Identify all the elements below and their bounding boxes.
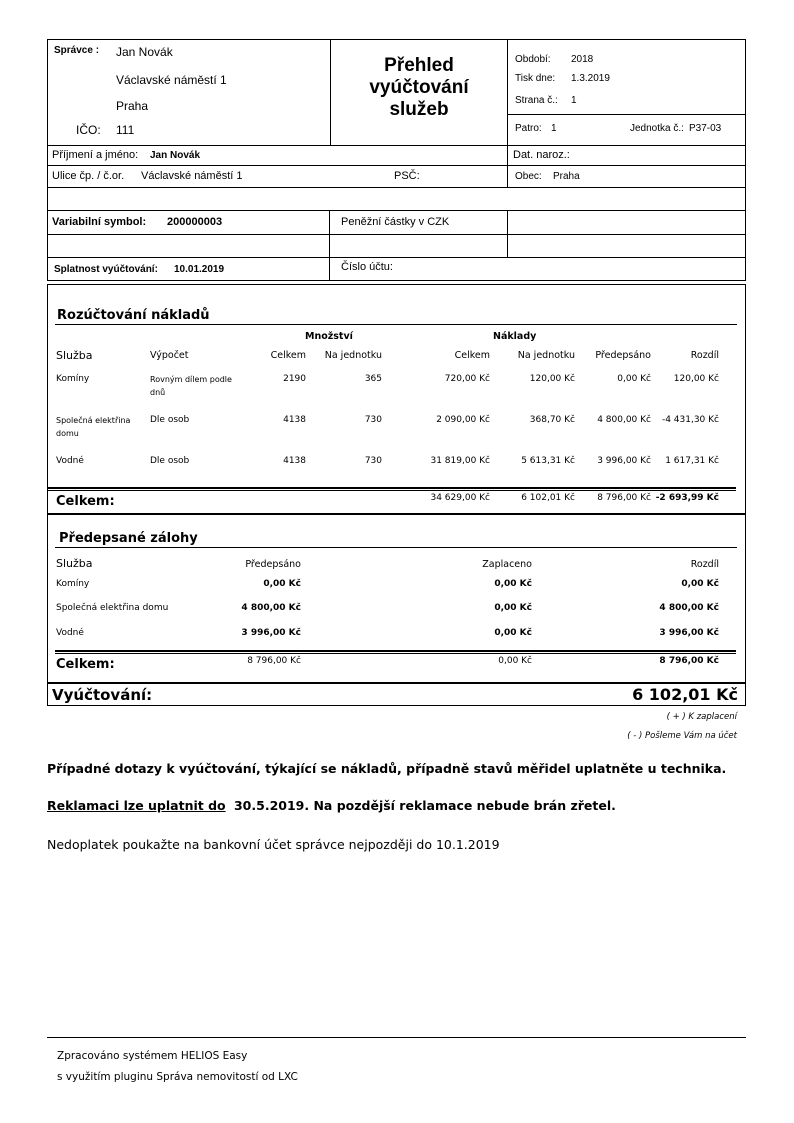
- jednotka-label: Jednotka č.:: [630, 123, 684, 134]
- cell-predepsano: 4 800,00 Kč: [241, 603, 301, 613]
- spravce-name: Jan Novák: [116, 45, 173, 59]
- cell-mn-celkem: 2190: [283, 374, 306, 384]
- street-label: Ulice čp. / č.or.: [52, 170, 125, 182]
- divider: [47, 513, 746, 515]
- title-line: Přehled: [384, 55, 454, 76]
- total-predepsano: 8 796,00 Kč: [597, 493, 651, 503]
- cell-mn-celkem: 4138: [283, 456, 306, 466]
- cell-vypocet: Rovným dílem podle: [150, 375, 232, 384]
- spravce-city: Praha: [116, 99, 149, 113]
- cell-predepsano: 0,00 Kč: [263, 579, 301, 589]
- divider: [55, 547, 737, 548]
- col-predepsano: Předepsáno: [595, 350, 651, 361]
- divider: [507, 114, 746, 115]
- col-rozdil: Rozdíl: [690, 350, 719, 361]
- divider: [47, 187, 746, 188]
- strana-value: 1: [571, 95, 577, 106]
- ucet-label: Číslo účtu:: [341, 261, 393, 273]
- cell-predepsano: 3 996,00 Kč: [241, 628, 301, 638]
- note-nedoplatek: Nedoplatek poukažte na bankovní účet správce nejpozději do 10.1.2019: [47, 837, 500, 852]
- cell-n-celkem: 2 090,00 Kč: [436, 415, 490, 425]
- divider: [47, 165, 746, 166]
- divider: [55, 324, 737, 325]
- divider: [329, 210, 330, 257]
- col-n-celkem: Celkem: [454, 350, 490, 361]
- cell-rozdil: 3 996,00 Kč: [659, 628, 719, 638]
- col-mn-celkem: Celkem: [270, 350, 306, 361]
- name-label: Příjmení a jméno:: [52, 149, 139, 161]
- total-rozdil: -2 693,99 Kč: [655, 493, 719, 503]
- title-line: vyúčtování: [369, 77, 469, 98]
- reklamace-text: 30.5.2019. Na pozdější reklamace nebude brán zřetel.: [233, 798, 616, 813]
- costs-title: Rozúčtování nákladů: [57, 308, 210, 323]
- cell-predepsano: 3 996,00 Kč: [597, 456, 651, 466]
- cell-zaplaceno: 0,00 Kč: [494, 603, 532, 613]
- reklamace-label: Reklamaci lze uplatnit do: [47, 798, 226, 813]
- col-mn-jedn: Na jednotku: [324, 350, 382, 361]
- cell-rozdil: 120,00 Kč: [673, 374, 719, 384]
- divider: [507, 210, 508, 257]
- splatnost-value: 10.01.2019: [174, 264, 225, 275]
- street-value: Václavské náměstí 1: [141, 170, 243, 182]
- obec-value: Praha: [553, 171, 580, 182]
- cell-n-jedn: 368,70 Kč: [529, 415, 575, 425]
- adv-col-zaplaceno: Zaplaceno: [482, 559, 532, 570]
- patro-value: 1: [551, 123, 557, 134]
- cell-rozdil: 4 800,00 Kč: [659, 603, 719, 613]
- dat-naroz-label: Dat. naroz.:: [513, 149, 570, 161]
- divider: [47, 145, 746, 146]
- total-rozdil: 8 796,00 Kč: [659, 656, 719, 666]
- double-divider: [48, 487, 736, 491]
- footer-line1: Zpracováno systémem HELIOS Easy: [57, 1050, 248, 1062]
- spravce-label: Správce :: [54, 45, 100, 56]
- page-title: [331, 55, 507, 121]
- cell-sluzba: Vodné: [56, 456, 84, 466]
- cell-sluzba: Společná elektřina: [56, 416, 131, 425]
- cell-mn-jedn: 730: [364, 456, 382, 466]
- footer-line2: s využitím pluginu Správa nemovitostí od LXC: [57, 1071, 298, 1083]
- cell-n-celkem: 31 819,00 Kč: [430, 456, 490, 466]
- advances-title: Předepsané zálohy: [59, 531, 198, 546]
- group-naklady: Náklady: [493, 331, 537, 342]
- note-reklamace: [47, 798, 616, 813]
- adv-col-rozdil: Rozdíl: [690, 559, 719, 570]
- total-zaplaceno: 0,00 Kč: [498, 656, 532, 666]
- obec-label: Obec:: [515, 171, 542, 182]
- cell-rozdil: 0,00 Kč: [681, 579, 719, 589]
- ico-value: 111: [116, 123, 135, 137]
- cell-sluzba: Komíny: [56, 579, 90, 589]
- legend-plus: ( + ) K zaplacení: [666, 712, 737, 722]
- double-divider: [55, 650, 736, 654]
- spravce-street: Václavské náměstí 1: [116, 73, 227, 87]
- cell-mn-celkem: 4138: [283, 415, 306, 425]
- divider: [329, 257, 330, 281]
- tisk-label: Tisk dne:: [515, 73, 556, 84]
- advances-total-label: Celkem:: [56, 657, 115, 672]
- vs-value: 200000003: [167, 216, 223, 228]
- col-sluzba: Služba: [56, 349, 93, 362]
- cell-vypocet: Dle osob: [150, 456, 190, 466]
- cell-sluzba: Vodné: [56, 628, 84, 638]
- settlement-label: Vyúčtování:: [52, 686, 153, 704]
- cell-vypocet: Dle osob: [150, 415, 190, 425]
- cell-sluzba: Společná elektřina domu: [56, 603, 169, 613]
- total-n-jedn: 6 102,01 Kč: [521, 493, 575, 503]
- cell-sluzba: Komíny: [56, 374, 90, 384]
- cell-n-celkem: 720,00 Kč: [444, 374, 490, 384]
- cell-vypocet: dnů: [150, 388, 166, 397]
- cell-zaplaceno: 0,00 Kč: [494, 579, 532, 589]
- title-line: služeb: [389, 99, 449, 120]
- cell-n-jedn: 120,00 Kč: [529, 374, 575, 384]
- name-value: Jan Novák: [150, 150, 201, 161]
- costs-total-label: Celkem:: [56, 494, 115, 509]
- total-n-celkem: 34 629,00 Kč: [430, 493, 490, 503]
- footer-divider: [47, 1037, 746, 1038]
- jednotka-value: P37-03: [689, 123, 722, 134]
- total-predepsano: 8 796,00 Kč: [247, 656, 301, 666]
- splatnost-label: Splatnost vyúčtování:: [54, 264, 158, 275]
- cell-zaplaceno: 0,00 Kč: [494, 628, 532, 638]
- cell-sluzba: domu: [56, 429, 79, 438]
- ico-label: IČO:: [76, 123, 101, 137]
- adv-col-predepsano: Předepsáno: [245, 559, 301, 570]
- cell-mn-jedn: 365: [364, 374, 382, 384]
- cell-predepsano: 0,00 Kč: [617, 374, 651, 384]
- adv-col-sluzba: Služba: [56, 557, 93, 570]
- strana-label: Strana č.:: [515, 95, 558, 106]
- divider: [47, 234, 746, 235]
- note-dotazy: Případné dotazy k vyúčtování, týkající se nákladů, případně stavů měřidel uplatněte u technika.: [47, 761, 727, 776]
- col-vypocet: Výpočet: [150, 350, 189, 361]
- cell-rozdil: -4 431,30 Kč: [661, 415, 719, 425]
- obdobi-value: 2018: [571, 54, 594, 65]
- settlement-value: 6 102,01 Kč: [632, 685, 738, 704]
- group-mnozstvi: Množství: [305, 331, 353, 342]
- divider: [47, 257, 746, 258]
- cell-rozdil: 1 617,31 Kč: [665, 456, 719, 466]
- currency-text: Peněžní částky v CZK: [341, 216, 450, 228]
- vs-label: Variabilní symbol:: [52, 216, 147, 228]
- patro-label: Patro:: [515, 123, 542, 134]
- cell-n-jedn: 5 613,31 Kč: [521, 456, 575, 466]
- cell-mn-jedn: 730: [364, 415, 382, 425]
- tisk-value: 1.3.2019: [571, 73, 610, 84]
- cell-predepsano: 4 800,00 Kč: [597, 415, 651, 425]
- psc-label: PSČ:: [394, 170, 420, 182]
- col-n-jedn: Na jednotku: [517, 350, 575, 361]
- obdobi-label: Období:: [515, 54, 551, 65]
- legend-minus: ( - ) Pošleme Vám na účet: [627, 731, 737, 741]
- divider: [47, 210, 746, 211]
- divider: [47, 682, 746, 684]
